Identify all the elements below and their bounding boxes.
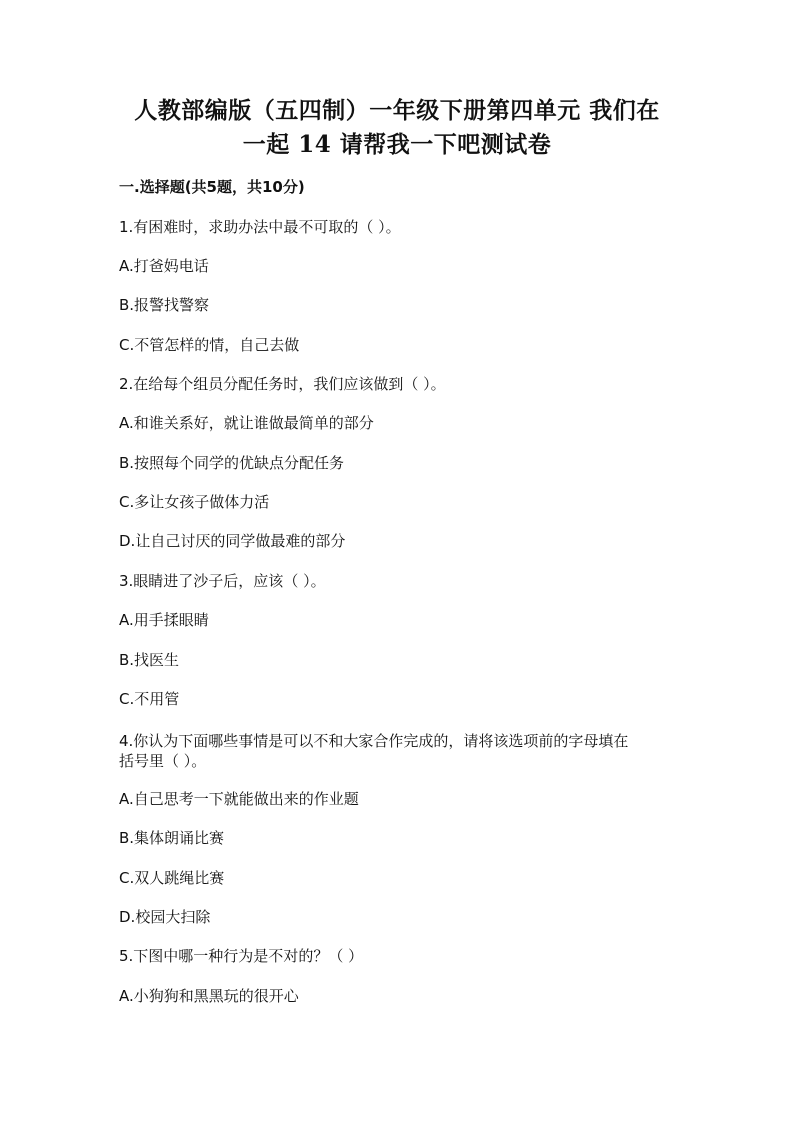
question-4-option-a: A.自己思考一下就能做出来的作业题 <box>119 790 359 808</box>
question-4-option-b: B.集体朗诵比赛 <box>119 829 225 847</box>
question-5-stem: 5.下图中哪一种行为是不对的？（ ） <box>119 947 364 965</box>
question-2-option-a: A.和谁关系好，就让谁做最简单的部分 <box>119 414 374 432</box>
question-4-stem-line-2: 括号里（ ）。 <box>119 752 207 770</box>
question-3-stem: 3.眼睛进了沙子后，应该（ ）。 <box>119 572 326 590</box>
question-2-option-d: D.让自己讨厌的同学做最难的部分 <box>119 532 346 550</box>
question-1-option-b: B.报警找警察 <box>119 296 210 314</box>
question-4-option-d: D.校园大扫除 <box>119 908 211 926</box>
question-5-option-a: A.小狗狗和黑黑玩的很开心 <box>119 987 299 1005</box>
question-2-option-b: B.按照每个同学的优缺点分配任务 <box>119 454 345 472</box>
document-title-line-2: 一起 14 请帮我一下吧测试卷 <box>242 131 552 158</box>
question-1-stem: 1.有困难时，求助办法中最不可取的（ ）。 <box>119 218 401 236</box>
question-1-option-c: C.不管怎样的情，自己去做 <box>119 336 300 354</box>
question-3-option-b: B.找医生 <box>119 651 180 669</box>
question-2-option-c: C.多让女孩子做体力活 <box>119 493 270 511</box>
question-2-stem: 2.在给每个组员分配任务时，我们应该做到（ ）。 <box>119 375 446 393</box>
question-4-stem-line-1: 4.你认为下面哪些事情是可以不和大家合作完成的，请将该选项前的字母填在 <box>119 732 629 750</box>
question-3-option-a: A.用手揉眼睛 <box>119 611 209 629</box>
document-title-line-1: 人教部编版（五四制）一年级下册第四单元 我们在 <box>134 97 660 124</box>
question-3-option-c: C.不用管 <box>119 690 180 708</box>
question-1-option-a: A.打爸妈电话 <box>119 257 209 275</box>
question-4-option-c: C.双人跳绳比赛 <box>119 869 225 887</box>
section-heading: 一.选择题(共5题，共10分) <box>119 178 305 196</box>
